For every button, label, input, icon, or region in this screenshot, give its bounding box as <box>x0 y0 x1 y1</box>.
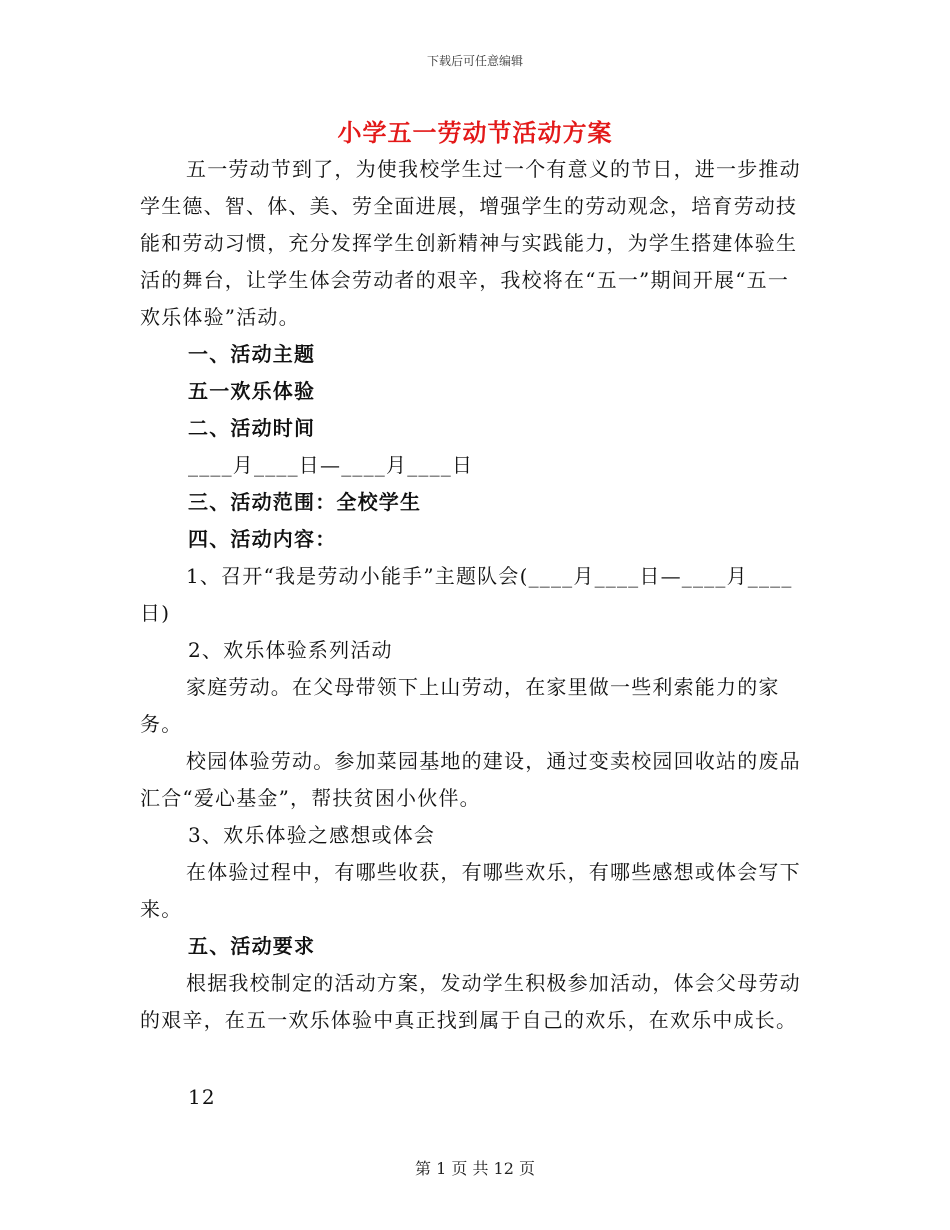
theme-heading: 一、活动主题 <box>188 342 316 366</box>
theme-value: 五一欢乐体验 <box>188 379 316 403</box>
document-title: 小学五一劳动节活动方案 <box>337 118 613 147</box>
content-item-2: 2、欢乐体验系列活动 <box>188 638 393 662</box>
time-value: ____月____日—____月____日 <box>188 453 474 477</box>
content-item-1: 1、召开“我是劳动小能手”主题队会(____月____日—____月____日) <box>140 564 793 625</box>
family-labor-paragraph: 家庭劳动。在父母带领下上山劳动，在家里做一些利索能力的家务。 <box>140 675 780 736</box>
stray-number: 12 <box>188 1085 216 1109</box>
page-header: 下载后可任意编辑 <box>426 54 523 68</box>
reflection-paragraph: 在体验过程中，有哪些收获，有哪些欢乐，有哪些感想或体会写下来。 <box>140 860 801 921</box>
campus-labor-paragraph: 校园体验劳动。参加菜园基地的建设，通过变卖校园回收站的废品汇合“爱心基金”，帮扶贫困小伙伴。 <box>140 749 801 810</box>
content-item-3: 3、欢乐体验之感想或体会 <box>188 823 436 847</box>
scope-heading: 三、活动范围：全校学生 <box>188 490 422 514</box>
page-footer: 第 1 页 共 12 页 <box>415 1159 535 1178</box>
intro-paragraph: 五一劳动节到了，为使我校学生过一个有意义的节日，进一步推动学生德、智、体、美、劳全面进展，增强学生的劳动观念，培育劳动技能和劳动习惯，充分发挥学生创新精神与实践能力，为学生搭建体验生活的舞台，让学生体会劳动者的艰辛，我校将在“五一”期间开展“五一欢乐体验”活动。 <box>140 157 801 329</box>
requirements-heading: 五、活动要求 <box>188 934 316 958</box>
content-heading: 四、活动内容： <box>188 527 337 551</box>
time-heading: 二、活动时间 <box>188 416 316 440</box>
requirements-paragraph: 根据我校制定的活动方案，发动学生积极参加活动，体会父母劳动的艰辛，在五一欢乐体验中真正找到属于自己的欢乐，在欢乐中成长。 <box>140 971 801 1032</box>
